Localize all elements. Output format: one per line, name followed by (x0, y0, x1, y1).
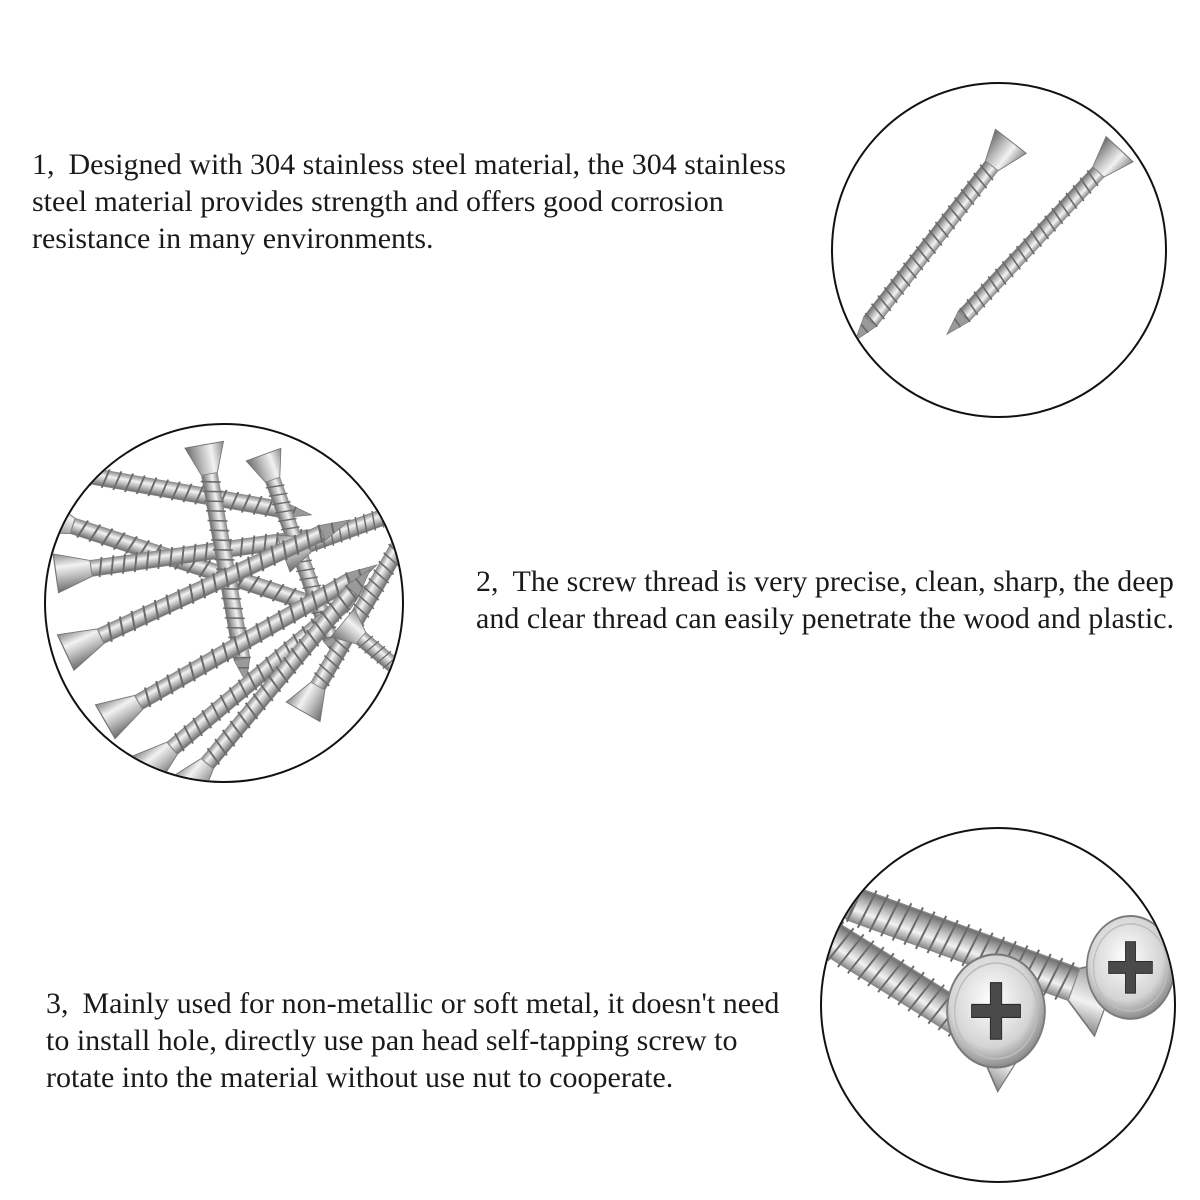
feature-3-description: Mainly used for non-metallic or soft metal, it doesn't need to install hole, directly use pan head self-tapping screw to rotate into the material without use nut to cooperate. (46, 987, 780, 1094)
two-countersunk-screws-icon (833, 84, 1165, 416)
feature-1-text (32, 146, 792, 257)
feature-1-description: Designed with 304 stainless steel material, the 304 stainless steel material provides strength and offers good corrosion resistance in many environments. (32, 148, 786, 255)
feature-2-description: The screw thread is very precise, clean, sharp, the deep and clear thread can easily penetrate the wood and plastic. (476, 565, 1175, 635)
feature-2-image (44, 423, 404, 783)
pile-of-screws-icon (46, 425, 402, 781)
feature-1-number: 1, (32, 148, 55, 181)
feature-2-number: 2, (476, 565, 499, 598)
feature-3-number: 3, (46, 987, 69, 1020)
feature-3-image (820, 827, 1176, 1183)
feature-3-text (46, 985, 786, 1096)
feature-1-image (831, 82, 1167, 418)
feature-2-text (476, 563, 1176, 637)
phillips-screw-heads-icon (822, 829, 1174, 1181)
